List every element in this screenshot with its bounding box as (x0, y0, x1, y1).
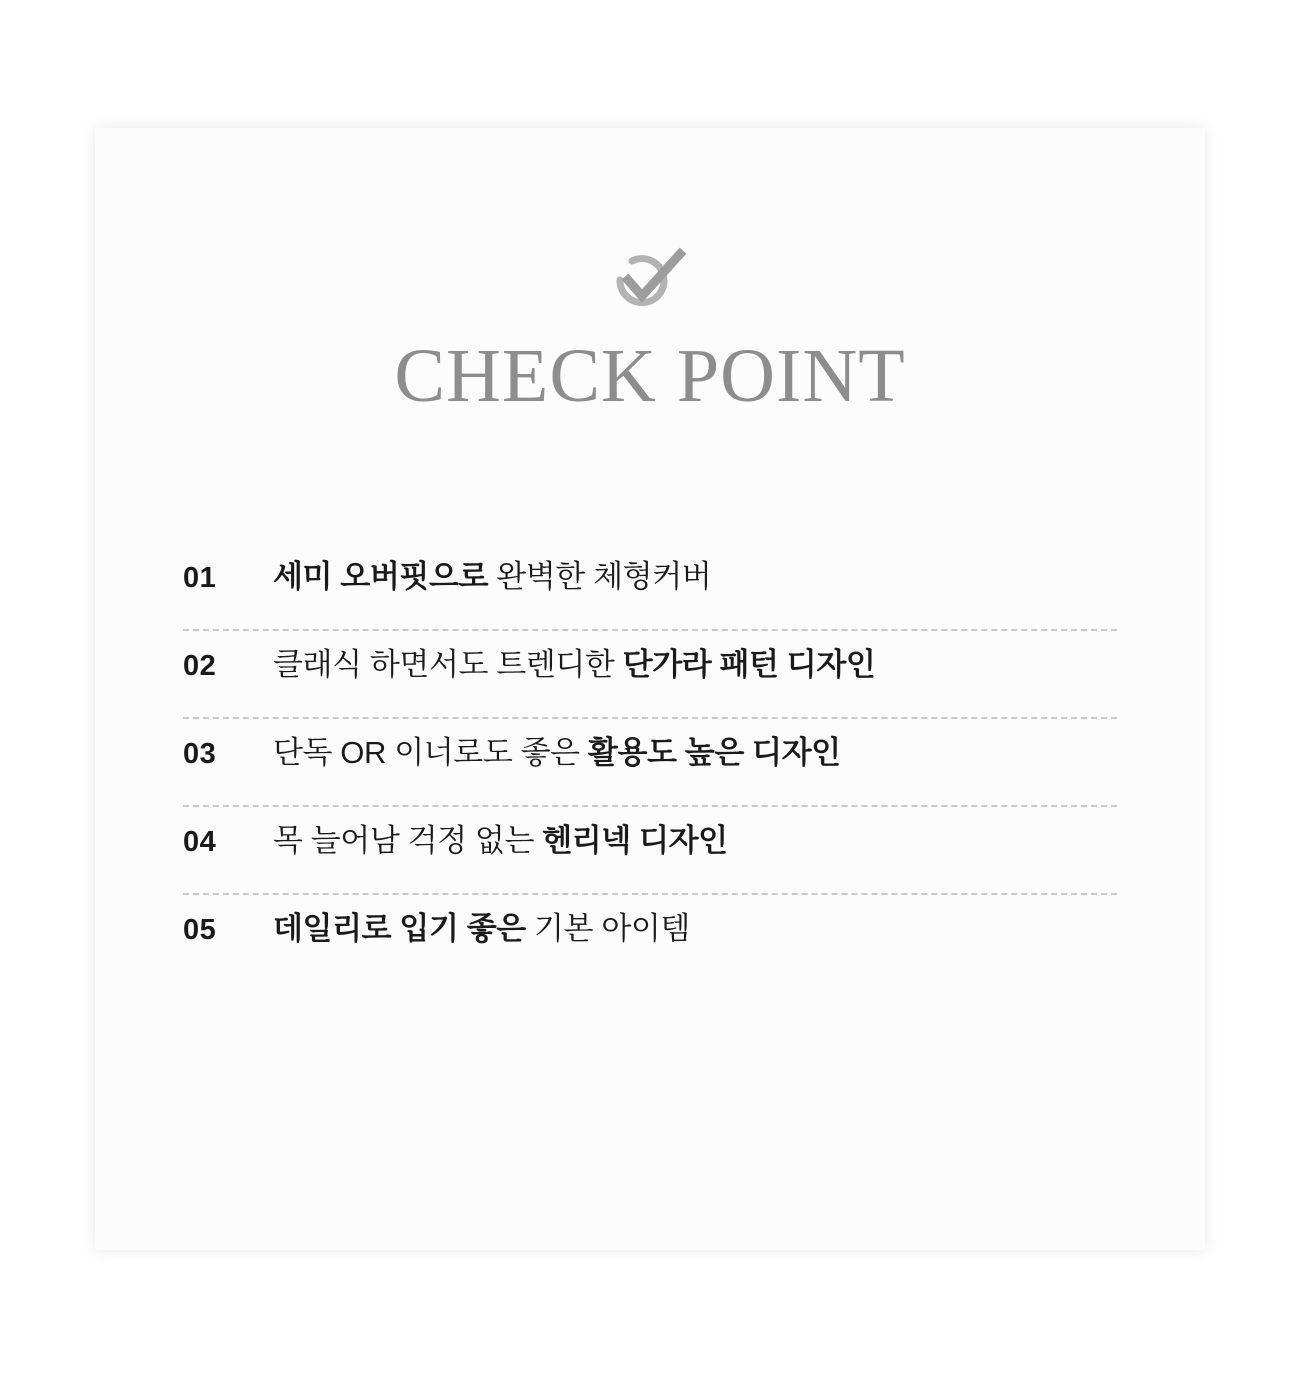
list-item (183, 895, 1117, 981)
content-panel (95, 128, 1205, 1250)
list-item (183, 719, 1117, 805)
checkpoint-list (183, 543, 1117, 981)
list-item (183, 631, 1117, 717)
item-text: 데일리로 입기 좋은 기본 아이템 (273, 911, 690, 946)
item-text: 목 늘어남 걱정 없는 헨리넥 디자인 (273, 823, 728, 858)
item-number: 01 (183, 562, 217, 594)
item-number: 02 (183, 650, 217, 682)
item-text: 클래식 하면서도 트렌디한 단가라 패턴 디자인 (273, 647, 876, 682)
item-number: 04 (183, 826, 217, 858)
item-number: 03 (183, 738, 217, 770)
item-text: 단독 OR 이너로도 좋은 활용도 높은 디자인 (273, 735, 841, 770)
item-number: 05 (183, 914, 217, 946)
page-title: CHECK POINT (394, 334, 906, 418)
check-circle-icon (602, 246, 698, 318)
list-item (183, 807, 1117, 893)
item-text: 세미 오버핏으로 완벽한 체형커버 (273, 559, 712, 594)
list-item (183, 543, 1117, 629)
panel-inner (95, 128, 1205, 1250)
